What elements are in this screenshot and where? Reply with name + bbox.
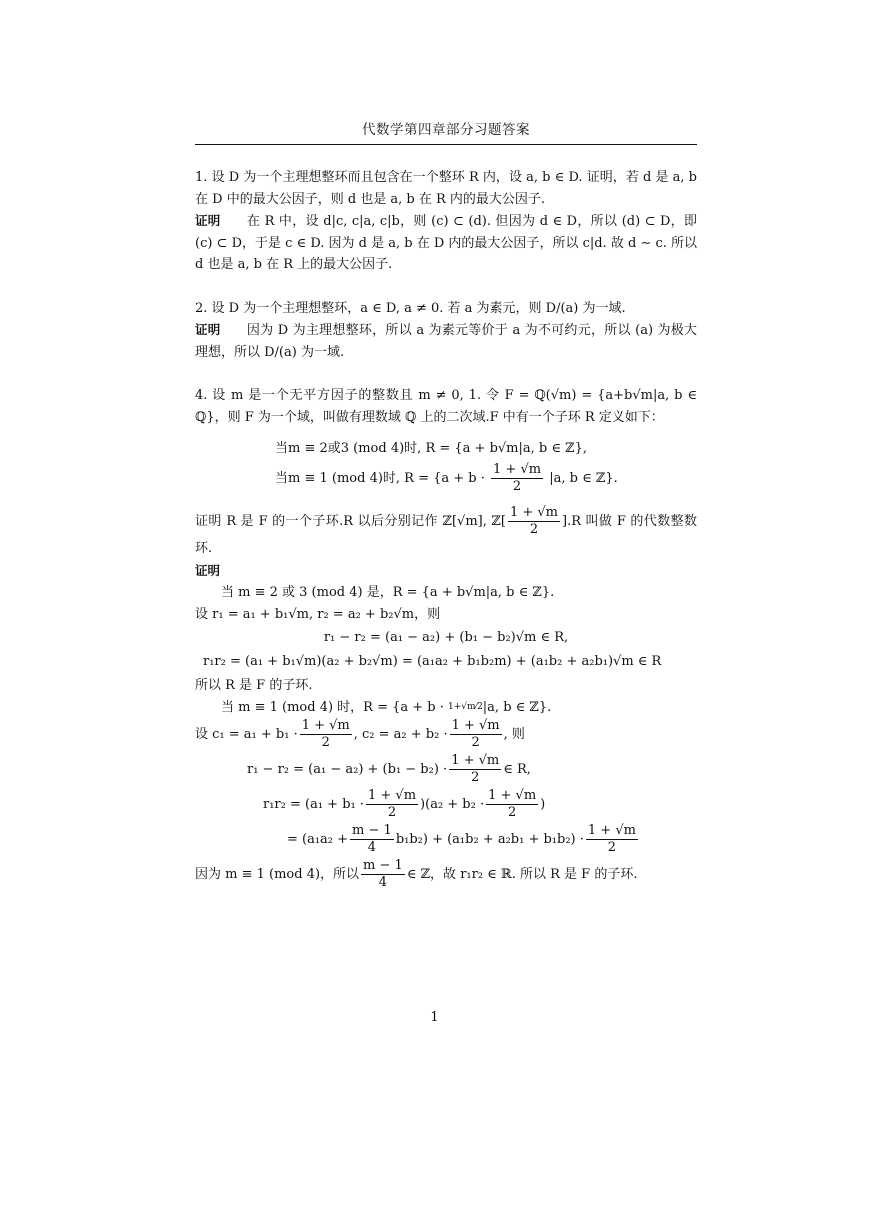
case-1-equation-1: r₁ − r₂ = (a₁ − a₂) + (b₁ − b₂)√m ∈ R, [323, 630, 569, 645]
page-number: 1 [430, 1010, 439, 1025]
problem-1-statement: 1. 设 D 为一个主理想整环而且包含在一个整环 R 内，设 a, b ∈ D. 证明，若 d 是 a, b 在 D 中的最大公因子，则 d 也是 a, b 在 R 内的最大公因子. [195, 170, 697, 207]
proof-label: 证明 [195, 213, 221, 228]
proof-text: 因为 D 为主理想整环，所以 a 为素元等价于 a 为不可约元，所以 (a) 为极大理想，所以 D/(a) 为一域. [195, 323, 697, 360]
case-1-conclusion: 所以 R 是 F 的子环. [195, 678, 313, 693]
problem-4-task: 证明 R 是 F 的一个子环.R 以后分别记作 ℤ[√m], ℤ[ $\frac{1 + √m}{2}$ ].R 叫做 F 的代数整数环. [195, 505, 697, 556]
definition-case-2: 当m ≡ 1 (mod 4)时, R = {a + b · $\frac{1 + √m}{2}$ |a, b ∈ ℤ}. [275, 462, 618, 494]
page-content [195, 118, 697, 891]
case-1-equation-2: r₁r₂ = (a₁ + b₁√m)(a₂ + b₂√m) = (a₁a₂ + b₁b₂m) + (a₁b₂ + a₂b₁)√m ∈ R [203, 654, 662, 669]
page-title: 代数学第四章部分习题答案 [195, 118, 697, 145]
case-2-equation-1: r₁ − r₂ = (a₁ − a₂) + (b₁ − b₂) · $\frac{1 + √m}{2}$ ∈ R, [247, 753, 531, 785]
definition-case-1: 当m ≡ 2或3 (mod 4)时, R = {a + b√m|a, b ∈ ℤ}, [275, 441, 588, 456]
case-2-intro: 当 m ≡ 1 (mod 4) 时，R = {a + b · 1+√m⁄2|a, b ∈ ℤ}. [221, 699, 552, 715]
proof-heading: 证明 [195, 562, 221, 578]
fraction: $\frac{1 + √m}{2}$ [493, 462, 542, 494]
proof-text: 在 R 中，设 d|c, c|a, c|b，则 (c) ⊂ (d). 但因为 d ∈ D，所以 (d) ⊂ D，即 (c) ⊂ D，于是 c ∈ D. 因为 d 是 a, b 在 D 内的最大公因子，所以 c|d. 故 d ∼ c. 所以 d 也是 a, b 在 R 上的最大公因子. [195, 214, 697, 272]
proof-label: 证明 [195, 322, 221, 337]
problem-1-proof [195, 210, 697, 276]
problem-4-statement: 4. 设 m 是一个无平方因子的整数且 m ≠ 0, 1. 令 F = ℚ(√m) = {a+b√m|a, b ∈ ℚ}，则 F 为一个域，叫做有理数域 ℚ 上的二次域.F 中有一个子环 R 定义如下： [195, 388, 697, 425]
case-1-setup: 设 r₁ = a₁ + b₁√m, r₂ = a₂ + b₂√m，则 [195, 606, 441, 622]
case-2-equation-3: = (a₁a₂ + $\frac{m - 1}{4}$ b₁b₂) + (a₁b₂ + a₂b₁ + b₁b₂) · $\frac{1 + √m}{2}$ [287, 823, 636, 855]
problem-2-statement: 2. 设 D 为一个主理想整环，a ∈ D, a ≠ 0. 若 a 为素元，则 D/(a) 为一域. [195, 300, 626, 316]
case-1-intro: 当 m ≡ 2 或 3 (mod 4) 是，R = {a + b√m|a, b ∈ ℤ}. [221, 585, 555, 600]
case-2-equation-2: r₁r₂ = (a₁ + b₁ · $\frac{1 + √m}{2}$ )(a₂ + b₂ · $\frac{1 + √m}{2}$ ) [263, 788, 546, 820]
fraction: $\frac{1 + √m}{2}$ [509, 505, 558, 537]
case-2-setup: 设 c₁ = a₁ + b₁ · $\frac{1 + √m}{2}$ , c₂ = a₂ + b₂ · $\frac{1 + √m}{2}$ , 则 [195, 718, 525, 750]
problem-2-proof [195, 319, 697, 363]
case-2-conclusion: 因为 m ≡ 1 (mod 4)，所以 $\frac{m - 1}{4}$ ∈ ℤ，故 r₁r₂ ∈ ℝ. 所以 R 是 F 的子环. [195, 858, 638, 890]
